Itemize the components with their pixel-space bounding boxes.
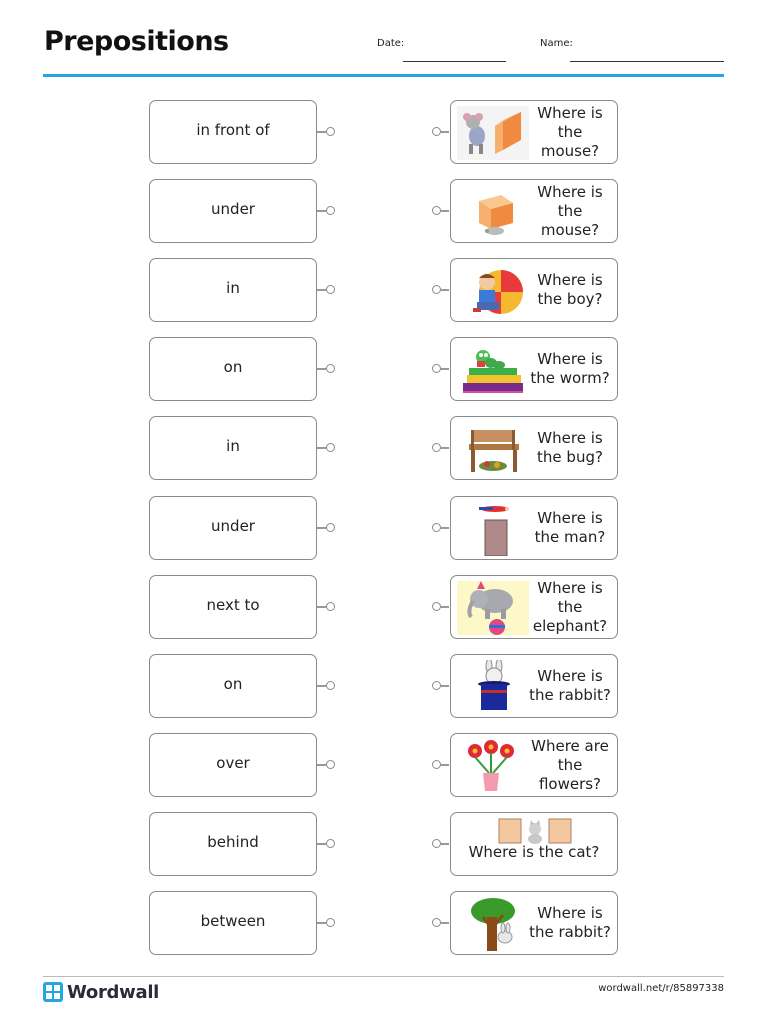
match-row <box>0 733 768 797</box>
question-label: Where is the bug? <box>537 429 603 466</box>
question-label: Where is the boy? <box>537 271 603 308</box>
word-connector-dot[interactable] <box>326 443 335 452</box>
question-card[interactable] <box>450 654 618 718</box>
word-card[interactable] <box>149 891 317 955</box>
connector-line <box>440 131 449 133</box>
elephant-ball-picture <box>457 581 529 635</box>
connector-line <box>440 685 449 687</box>
word-card[interactable] <box>149 496 317 560</box>
word-card[interactable] <box>149 179 317 243</box>
question-label: Where is the mouse? <box>537 103 603 160</box>
word-connector-dot[interactable] <box>326 364 335 373</box>
connector-line <box>440 527 449 529</box>
match-row <box>0 100 768 164</box>
connector-line <box>440 764 449 766</box>
word-connector-dot[interactable] <box>326 602 335 611</box>
word-label: behind <box>207 833 259 851</box>
connector-line <box>317 843 326 845</box>
word-label: next to <box>206 596 260 614</box>
word-card[interactable] <box>149 337 317 401</box>
word-card[interactable] <box>149 100 317 164</box>
word-label: on <box>223 675 243 693</box>
rabbit-hat-picture <box>457 660 529 714</box>
question-label: Where are the flowers? <box>531 736 609 793</box>
connector-line <box>440 922 449 924</box>
match-row <box>0 337 768 401</box>
page-title: Prepositions <box>44 26 229 57</box>
header-divider <box>43 74 724 77</box>
question-card[interactable] <box>450 258 618 322</box>
word-connector-dot[interactable] <box>326 918 335 927</box>
name-label: Name: <box>540 38 573 49</box>
connector-line <box>317 289 326 291</box>
question-card[interactable] <box>450 891 618 955</box>
word-card[interactable] <box>149 733 317 797</box>
question-card[interactable] <box>450 337 618 401</box>
question-card[interactable] <box>450 416 618 480</box>
cat-boxes-picture <box>495 817 575 845</box>
wordwall-logo-icon <box>43 982 63 1002</box>
word-label: between <box>200 912 266 930</box>
question-card[interactable] <box>450 496 618 560</box>
question-card[interactable] <box>450 575 618 639</box>
connector-line <box>317 368 326 370</box>
bug-chair-picture <box>457 422 529 476</box>
match-row <box>0 812 768 876</box>
word-card[interactable] <box>149 654 317 718</box>
mouse-box-picture <box>457 106 529 160</box>
word-label: under <box>211 200 255 218</box>
connector-line <box>440 368 449 370</box>
connector-line <box>440 843 449 845</box>
word-connector-dot[interactable] <box>326 206 335 215</box>
question-label: Where is the worm? <box>530 350 610 387</box>
word-connector-dot[interactable] <box>326 523 335 532</box>
connector-line <box>317 922 326 924</box>
question-card[interactable] <box>450 179 618 243</box>
question-card[interactable] <box>450 100 618 164</box>
match-row <box>0 179 768 243</box>
footer-url[interactable]: wordwall.net/r/85897338 <box>598 983 724 994</box>
word-label: in <box>226 437 240 455</box>
connector-line <box>440 447 449 449</box>
word-connector-dot[interactable] <box>326 681 335 690</box>
word-card[interactable] <box>149 812 317 876</box>
boy-ball-picture <box>457 264 529 318</box>
name-field[interactable] <box>570 61 724 62</box>
man-door-picture <box>457 502 529 556</box>
connector-line <box>317 764 326 766</box>
word-card[interactable] <box>149 575 317 639</box>
connector-line <box>317 131 326 133</box>
question-label: Where is the elephant? <box>532 578 608 635</box>
connector-line <box>317 210 326 212</box>
date-label: Date: <box>377 38 405 49</box>
brand-name: Wordwall <box>67 981 160 1003</box>
word-label: in front of <box>196 121 270 139</box>
word-connector-dot[interactable] <box>326 839 335 848</box>
connector-line <box>317 685 326 687</box>
worm-books-picture <box>457 343 529 397</box>
mouse-under-box-picture <box>457 185 529 239</box>
match-row <box>0 258 768 322</box>
match-row <box>0 654 768 718</box>
word-card[interactable] <box>149 416 317 480</box>
word-connector-dot[interactable] <box>326 760 335 769</box>
connector-line <box>317 606 326 608</box>
question-label: Where is the man? <box>534 509 606 546</box>
word-label: on <box>223 358 243 376</box>
connector-line <box>317 527 326 529</box>
match-row <box>0 496 768 560</box>
match-row <box>0 416 768 480</box>
question-card[interactable] <box>450 733 618 797</box>
word-label: under <box>211 517 255 535</box>
match-row <box>0 575 768 639</box>
match-row <box>0 891 768 955</box>
word-label: in <box>226 279 240 297</box>
question-label: Where is the cat? <box>468 843 600 861</box>
word-connector-dot[interactable] <box>326 285 335 294</box>
question-label: Where is the rabbit? <box>529 904 611 941</box>
footer-divider <box>43 976 724 977</box>
connector-line <box>440 606 449 608</box>
word-connector-dot[interactable] <box>326 127 335 136</box>
word-label: over <box>216 754 250 772</box>
connector-line <box>440 210 449 212</box>
connector-line <box>317 447 326 449</box>
word-card[interactable] <box>149 258 317 322</box>
question-card[interactable] <box>450 812 618 876</box>
rabbit-tree-picture <box>457 897 529 951</box>
question-label: Where is the rabbit? <box>529 667 611 704</box>
connector-line <box>440 289 449 291</box>
wordwall-logo <box>43 982 159 1002</box>
date-field[interactable] <box>403 61 506 62</box>
question-label: Where is the mouse? <box>537 182 603 239</box>
flowers-vase-picture <box>457 739 529 793</box>
